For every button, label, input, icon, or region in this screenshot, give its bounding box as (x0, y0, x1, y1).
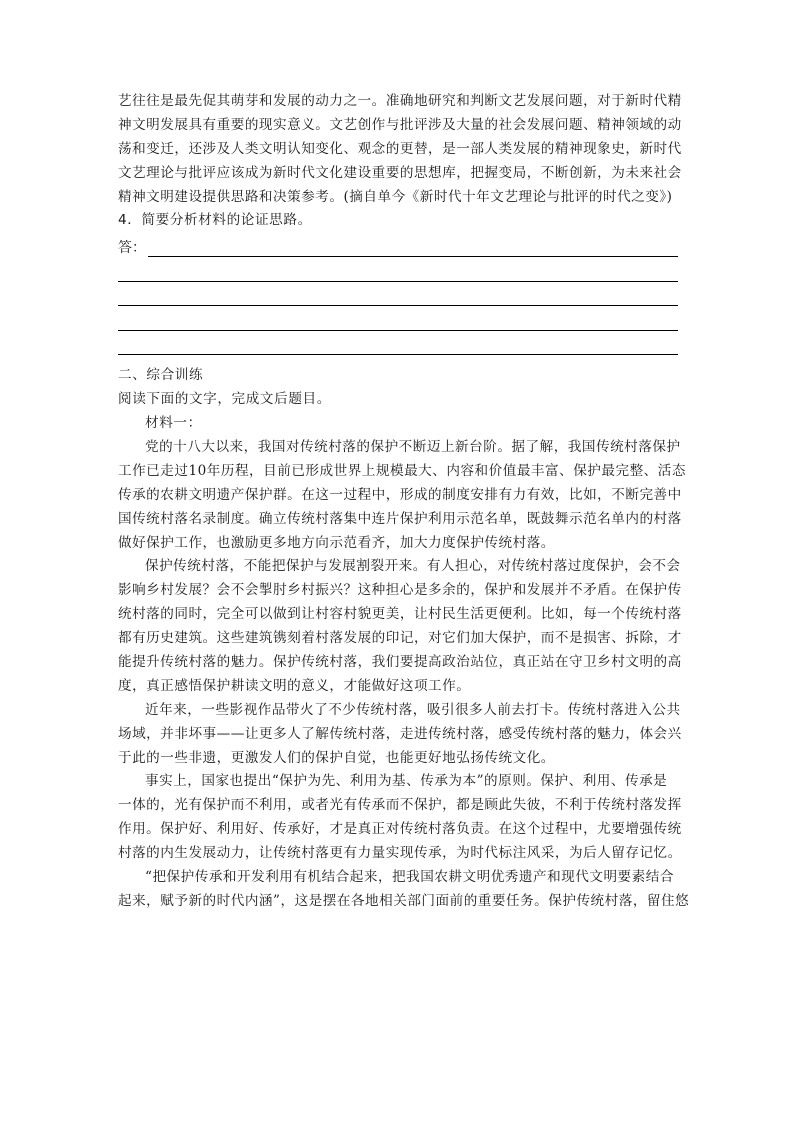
text-line: 能提升传统村落的魅力。保护传统村落，我们要提高政治站位，真正站在守卫乡村文明的高 (118, 654, 682, 671)
answer-blank-line[interactable] (118, 331, 678, 356)
text-line: 文艺理论与批评应该成为新时代文化建设重要的思想库，把握变局，不断创新，为未来社会 (118, 164, 682, 181)
paragraph (118, 699, 682, 771)
section-title: 二、综合训练 (118, 367, 204, 384)
text-line: 工作已走过10年历程，目前已形成世界上规模最大、内容和价值最丰富、保护最完整、活态 (118, 462, 686, 479)
text-line: 村落的内生发展动力，让传统村落更有力量实现传承，为时代标注风采，为后人留存记忆。 (118, 845, 682, 862)
text-line: 荡和变迁，还涉及人类文明认知变化、观念的更替，是一部人类发展的精神现象史，新时代 (118, 140, 682, 157)
answer-blank-line[interactable] (148, 238, 678, 257)
answer-blank-line[interactable] (118, 282, 678, 307)
instruction: 阅读下面的文字，完成文后题目。 (118, 391, 331, 408)
text-line: 神文明发展具有重要的现实意义。文艺创作与批评涉及大量的社会发展问题、精神领域的动 (118, 116, 682, 133)
answer-blank-line[interactable] (118, 257, 678, 282)
text-line: 起来，赋予新的时代内涵”，这是摆在各地相关部门面前的重要任务。保护传统村落，留住悠 (118, 892, 690, 909)
top-paragraph (118, 90, 682, 209)
text-line: 保护传统村落，不能把保护与发展割裂开来。有人担心，对传统村落过度保护，会不会 (145, 558, 681, 575)
paragraph (118, 436, 686, 555)
text-line: 党的十八大以来，我国对传统村落的保护不断迈上新台阶。据了解，我国传统村落保护 (145, 439, 681, 456)
question-4: 4．简要分析材料的论证思路。 (118, 212, 312, 229)
text-line: 精神文明建设提供思路和决策参考。(摘自单今《新时代十年文艺理论与批评的时代之变》) (118, 188, 673, 205)
answer-blank-line[interactable] (118, 306, 678, 331)
answer-first-line (118, 233, 678, 257)
text-line: 场域，并非坏事——让更多人了解传统村落，走进传统村落，感受传统村落的魅力，体会兴 (118, 725, 682, 742)
text-line: 一体的，光有保护而不利用，或者光有传承而不保护，都是顾此失彼，不利于传统村落发挥 (118, 797, 682, 814)
paragraph (118, 555, 682, 698)
text-line: 艺往往是最先促其萌芽和发展的动力之一。准确地研究和判断文艺发展问题，对于新时代精 (118, 93, 682, 109)
text-line: 度，真正感悟保护耕读文明的意义，才能做好这项工作。 (118, 677, 471, 694)
paragraph (118, 770, 682, 866)
text-line: 都有历史建筑。这些建筑镌刻着村落发展的印记，对它们加大保护，而不是损害、拆除，才 (118, 630, 682, 647)
text-line: 国传统村落名录制度。确立传统村落集中连片保护利用示范名单，既鼓舞示范名单内的村落 (118, 510, 682, 527)
text-line: 事实上，国家也提出“保护为先、利用为基、传承为本”的原则。保护、利用、传承是 (145, 773, 668, 790)
text-line: “把保护传承和开发利用有机结合起来，把我国农耕文明优秀遗产和现代文明要素结合 (145, 869, 674, 886)
text-line: 作用。保护好、利用好、传承好，才是真正对传统村落负责。在这个过程中，尤要增强传统 (118, 821, 682, 838)
text-line: 传承的农耕文明遗产保护群。在这一过程中，形成的制度安排有力有效，比如，不断完善中 (118, 486, 682, 503)
text-line: 统村落的同时，完全可以做到让村容村貌更美，让村民生活更便利。比如，每一个传统村落 (118, 606, 682, 623)
answer-area (118, 233, 678, 355)
paragraph (118, 866, 690, 914)
text-line: 做好保护工作，也激励更多地方向示范看齐，加大力度保护传统村落。 (118, 534, 555, 551)
text-line: 影响乡村发展？会不会掣肘乡村振兴？这种担心是多余的，保护和发展并不矛盾。在保护传 (118, 582, 682, 599)
material-label: 材料一： (145, 415, 202, 432)
answer-label: 答： (118, 240, 146, 257)
document-page (118, 90, 690, 914)
text-line: 近年来，一些影视作品带火了不少传统村落，吸引很多人前去打卡。传统村落进入公共 (145, 701, 681, 718)
text-line: 于此的一些非遗，更激发人们的保护自觉，也能更好地弘扬传统文化。 (118, 749, 555, 766)
